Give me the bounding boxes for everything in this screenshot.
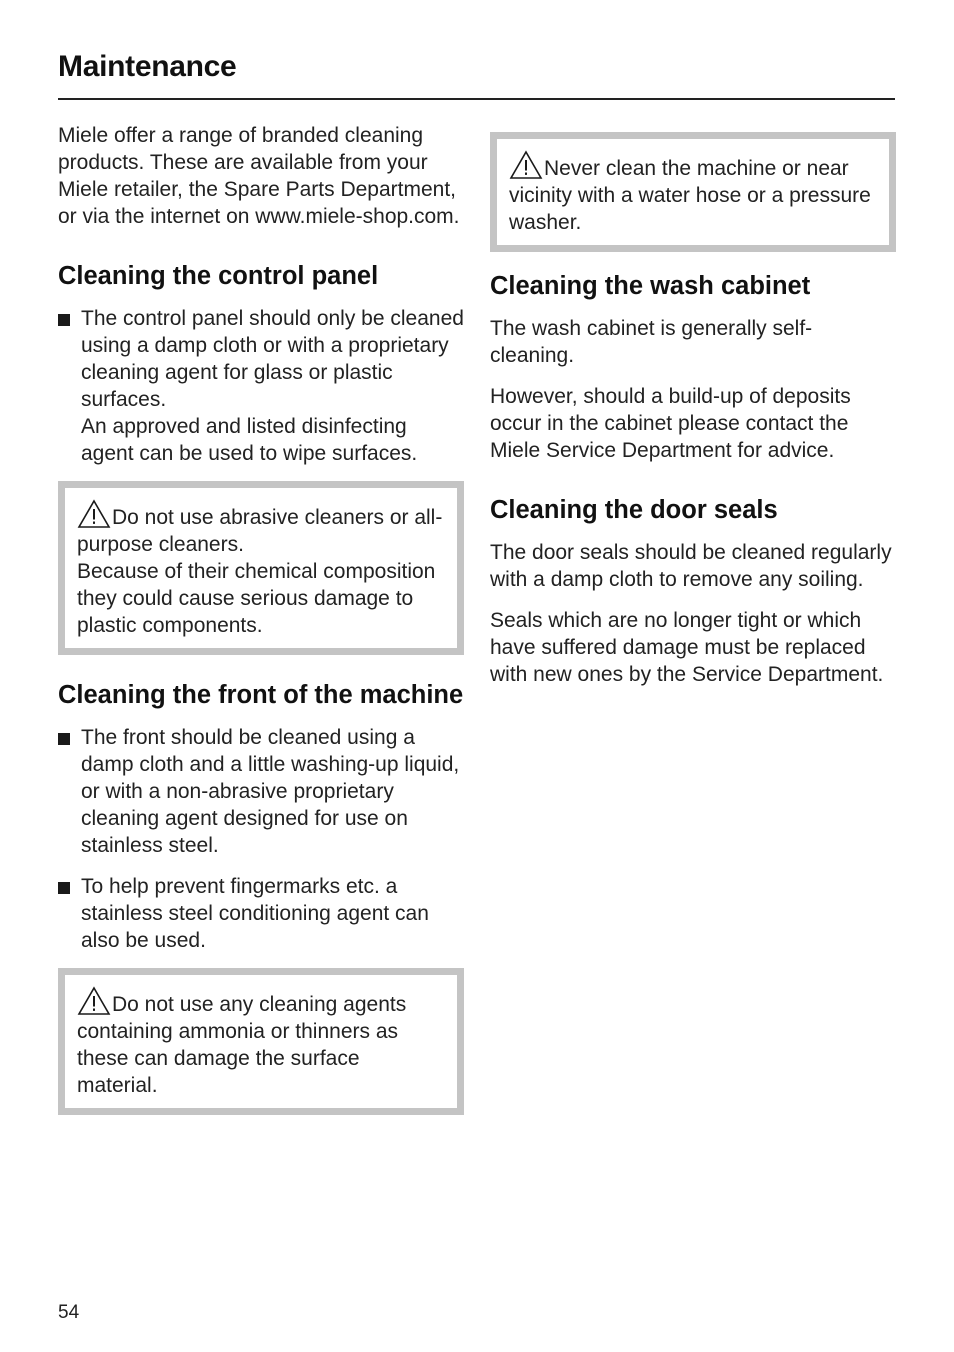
control-panel-list — [58, 305, 464, 467]
warning-box-hose — [490, 132, 896, 252]
square-bullet-icon — [58, 314, 70, 326]
list-item — [58, 724, 464, 859]
heading-front: Cleaning the front of the machine — [58, 681, 464, 709]
warning-text: Never clean the machine or near vicinity with a water hose or a pressure washer. — [509, 157, 871, 234]
warning-triangle-icon — [77, 499, 111, 529]
left-column — [58, 122, 464, 1127]
list-item-text: An approved and listed disinfecting agent can be used to wipe surfaces. — [81, 415, 418, 465]
list-item — [58, 873, 464, 954]
wash-cabinet-paragraph: The wash cabinet is generally self-cleaning. — [490, 317, 813, 367]
heading-door-seals: Cleaning the door seals — [490, 496, 778, 524]
page-title: Maintenance — [58, 50, 237, 83]
list-item-text: The front should be cleaned using a damp cloth and a little washing-up liquid, or with a non-abrasive proprietary cleaning agent designed for use on stainless steel. — [81, 726, 460, 857]
warning-triangle-icon — [77, 986, 111, 1016]
list-item-text: The control panel should only be cleaned using a damp cloth or with a proprietary cleaning agent for glass or plastic surfaces. — [81, 307, 464, 411]
square-bullet-icon — [58, 733, 70, 745]
right-column — [490, 132, 896, 702]
warning-text: Do not use any cleaning agents containing ammonia or thinners as these can damage the surface material. — [77, 993, 407, 1097]
warning-box-abrasive — [58, 481, 464, 655]
warning-text: Because of their chemical composition they could cause serious damage to plastic components. — [77, 560, 436, 637]
heading-control-panel: Cleaning the control panel — [58, 262, 379, 290]
warning-text: Do not use abrasive cleaners or all-purpose cleaners. — [77, 506, 443, 556]
intro-paragraph: Miele offer a range of branded cleaning products. These are available from your Miele retailer, the Spare Parts Department, or via the internet on www.miele-shop.com. — [58, 124, 460, 228]
list-item-text: To help prevent fingermarks etc. a stainless steel conditioning agent can also be used. — [81, 875, 429, 952]
title-rule — [58, 98, 895, 100]
wash-cabinet-paragraph: However, should a build-up of deposits occur in the cabinet please contact the Miele Service Department for advice. — [490, 385, 851, 462]
square-bullet-icon — [58, 882, 70, 894]
warning-box-ammonia — [58, 968, 464, 1115]
warning-triangle-icon — [509, 150, 543, 180]
door-seals-paragraph: Seals which are no longer tight or which have suffered damage must be replaced with new ones by the Service Department. — [490, 609, 884, 686]
heading-wash-cabinet: Cleaning the wash cabinet — [490, 272, 811, 300]
list-item — [58, 305, 464, 467]
front-list — [58, 724, 464, 954]
door-seals-paragraph: The door seals should be cleaned regularly with a damp cloth to remove any soiling. — [490, 541, 892, 591]
page-number: 54 — [58, 1302, 80, 1323]
